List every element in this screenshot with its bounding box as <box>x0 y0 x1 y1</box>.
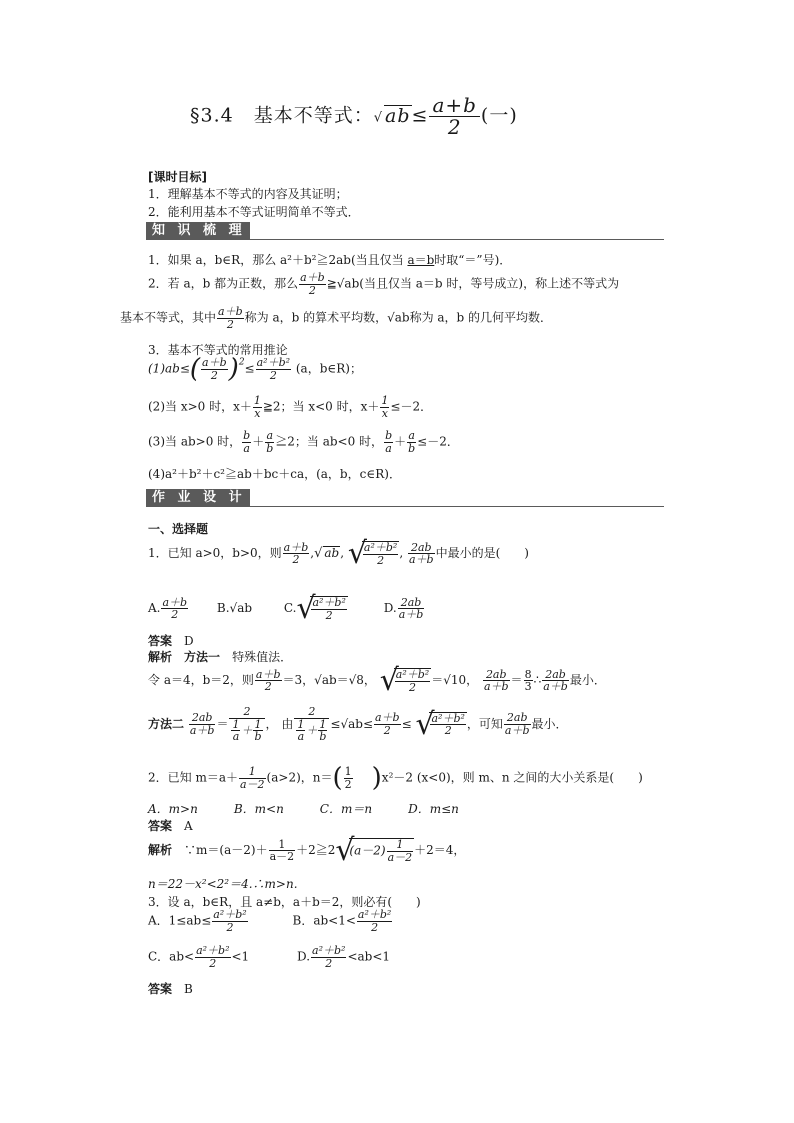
corollary-1: (1)ab≤( $\frac{a+b}{2}$ )$^2$≤ $\frac{\text{a²＋b²}}{2}$ (a，b∈R)； <box>148 354 362 384</box>
question-3-options-cd: C．ab< $\frac{\text{a²＋b²}}{2}$ <1 D. $\frac{\text{a²＋b²}}{2}$ <ab<1 <box>148 944 391 970</box>
title-suffix: (一) <box>480 104 518 127</box>
knowledge-item-1: 1．如果 a，b∈R，那么 a²＋b²≧2ab(当且仅当 a＝b时取“＝”号)． <box>148 253 512 267</box>
banner-rule <box>244 239 664 240</box>
question-1: 1．已知 a>0，b>0，则 $\frac{a+b}{2}$ ,√ ab, √ $\frac{\text{a²＋b²}}{2}$ , $\frac{2ab}{a+b}$ 中最小的是( ) <box>148 536 529 571</box>
title-prefix: §3.4 基本不等式： <box>190 104 374 127</box>
solution-1-method-1: 令 a＝4，b＝2，则 $\frac{a+b}{2}$ ＝3，√ab＝√8， √ $\frac{\text{a²＋b²}}{2}$ ＝√10， $\frac{2ab}{a+b}$ ＝ $\frac{8}{3}$ ∴ $\frac{2ab}{a+b}$ 最小． <box>148 663 606 698</box>
question-2: 2．已知 m＝a＋ $\frac{1}{a-2}$ (a>2)，n＝( $\frac{1}{2}$ )x²－2 (x<0)，则 m、n 之间的大小关系是( ) <box>148 763 643 793</box>
corollary-2: (2)当 x>0 时，x＋ $\frac{1}{x}$ ≧2；当 x<0 时，x＋ $\frac{1}{x}$ ≤－2． <box>148 394 433 420</box>
knowledge-item-2-cont: 基本不等式，其中 $\frac{a+b}{2}$ 称为 a，b 的算术平均数，√ab称为 a，b 的几何平均数． <box>120 305 553 331</box>
banner-rule <box>244 506 664 507</box>
answer-1: 答案 D <box>148 634 194 648</box>
bullet-icon <box>154 510 164 520</box>
part-heading: 一、选择题 <box>148 522 209 536</box>
title-sqrt: ab <box>385 104 411 127</box>
goal-item-1: 1．理解基本不等式的内容及其证明； <box>148 187 348 201</box>
question-3-options-ab: A．1≤ab≤ $\frac{\text{a²＋b²}}{2}$ B．ab<1< $\frac{\text{a²＋b²}}{2}$ <box>148 908 392 934</box>
knowledge-item-2: 2．若 a，b 都为正数，那么 $\frac{a+b}{2}$ ≧√ab(当且仅当 a＝b 时，等号成立)，称上述不等式为 <box>148 271 620 297</box>
solution-1-head: 解析 方法一 特殊值法． <box>148 650 293 664</box>
question-2-options: A．m>n B．m<n C．m＝n D．m≤n <box>148 802 459 816</box>
corollary-4: (4)a²＋b²＋c²≧ab＋bc＋ca，(a，b，c∈R)． <box>148 467 401 481</box>
goals-heading: [课时目标] <box>148 170 207 184</box>
answer-2: 答案 A <box>148 819 193 833</box>
solution-2-line2: n＝22－x²<2²＝4.∴m>n. <box>148 877 298 891</box>
section-banner-exercises: 作 业 设 计 <box>146 489 250 507</box>
goal-item-2: 2．能利用基本不等式证明简单不等式． <box>148 205 360 219</box>
question-1-options: A. $\frac{a+b}{2}$ B.√ab C. √ $\frac{\text{a²＋b²}}{2}$ D. $\frac{2ab}{a+b}$ <box>148 591 424 626</box>
answer-3: 答案 B <box>148 982 193 996</box>
corollary-3: (3)当 ab>0 时， $\frac{b}{a}$ ＋ $\frac{a}{b}$ ≧2；当 ab<0 时， $\frac{b}{a}$ ＋ $\frac{a}{b}$ ≤－2． <box>148 429 459 455</box>
section-banner-knowledge: 知 识 梳 理 <box>146 222 250 240</box>
question-3: 3．设 a，b∈R，且 a≠b，a＋b＝2，则必有( ) <box>148 895 421 909</box>
title-le: ≤ <box>411 104 429 127</box>
sqrt-symbol: √ <box>373 110 384 126</box>
solution-1-method-2: 方法二 $\frac{2ab}{a+b}$ ＝ 2 $\frac{1}{a}$ ＋ $\frac{1}{b}$ ， 由 2 $\frac{1}{a}$ ＋ $\frac{1}{b}$ ≤√ab≤ $\frac{a+b}{2}$ ≤ √ $\frac{\text{a²＋b²}}{2}$ ，可知 $\frac{2ab}{a+b}$ 最小． <box>148 705 568 744</box>
page-title <box>190 95 518 138</box>
title-fraction: $\frac{a+b}{2}$ <box>429 95 479 138</box>
knowledge-item-3: 3．基本不等式的常用推论 <box>148 343 288 357</box>
solution-2: 解析 ∵m＝(a－2)＋ $\frac{1}{a-2}$ ＋2≧2 √ (a－2) $\frac{1}{a-2}$ ＋2＝4， <box>148 833 466 868</box>
